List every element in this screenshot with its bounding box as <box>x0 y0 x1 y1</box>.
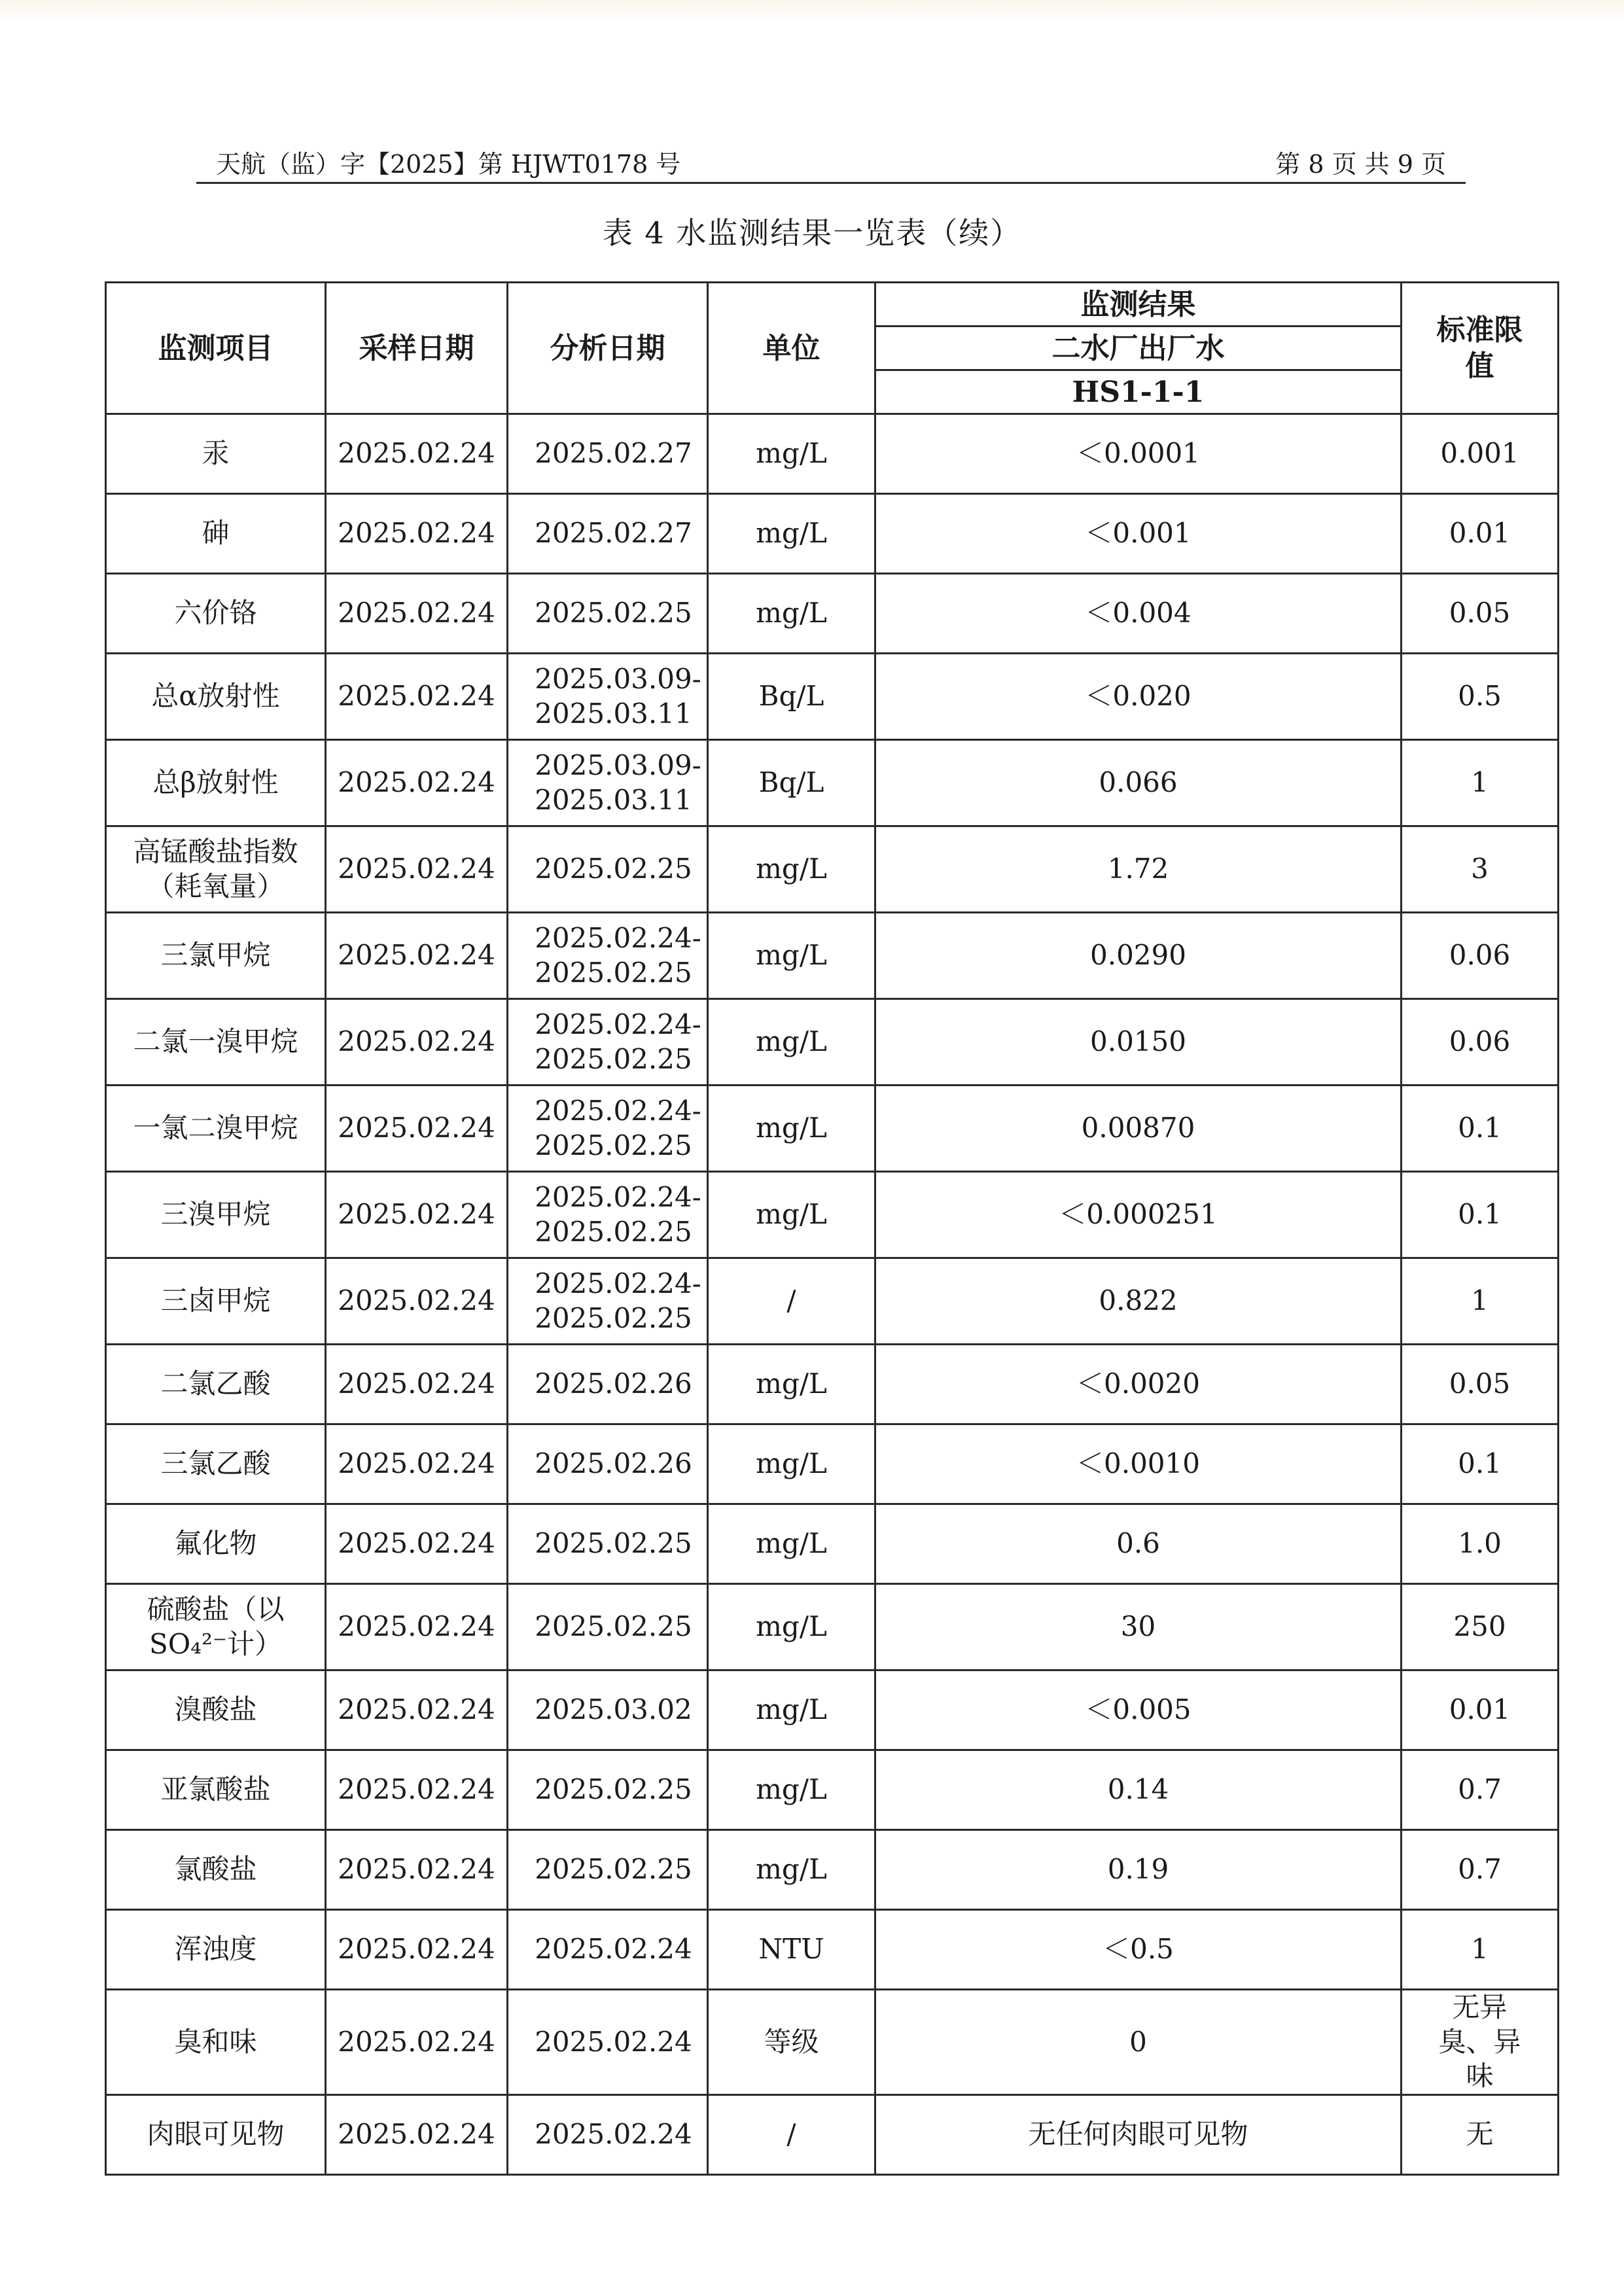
cell-item <box>106 913 326 999</box>
cell-limit-text: 250 <box>1453 1610 1506 1643</box>
cell-item-text: 氟化物 <box>174 1527 257 1560</box>
cell-result <box>875 1670 1402 1750</box>
cell-sample-date-text: 2025.02.24 <box>338 437 495 470</box>
cell-sample-date <box>326 414 508 494</box>
cell-limit <box>1402 1910 1559 1990</box>
cell-result <box>875 1750 1402 1830</box>
cell-unit <box>708 1172 875 1258</box>
cell-item-text: 砷 <box>202 517 230 550</box>
cell-unit <box>708 1670 875 1750</box>
cell-item <box>106 1504 326 1584</box>
cell-result-text: ＜0.000251 <box>1059 1198 1218 1231</box>
cell-limit <box>1402 1990 1559 2095</box>
cell-analysis-date <box>508 1345 708 1424</box>
cell-sample-date <box>326 2094 508 2174</box>
cell-sample-date-text: 2025.02.24 <box>338 766 495 799</box>
cell-item <box>106 1345 326 1424</box>
cell-result-text: 30 <box>1120 1610 1156 1643</box>
cell-analysis-date-text: 2025.02.25 <box>535 853 692 885</box>
page-header <box>196 139 1466 184</box>
table-row <box>106 826 1559 913</box>
cell-sample-date <box>326 740 508 826</box>
cell-item-text: 二氯乙酸 <box>160 1368 271 1400</box>
cell-analysis-date-text: 2025.03.02 <box>535 1693 692 1726</box>
cell-limit-text: 0.01 <box>1449 1693 1511 1726</box>
cell-sample-date-text: 2025.02.24 <box>338 1610 495 1643</box>
cell-limit-text: 0.1 <box>1458 1198 1502 1231</box>
table-row <box>106 1750 1559 1830</box>
cell-result-text: 0.19 <box>1107 1853 1169 1886</box>
cell-sample-date <box>326 999 508 1086</box>
cell-result-text: ＜0.0020 <box>1076 1368 1200 1400</box>
cell-unit <box>708 1830 875 1910</box>
cell-analysis-date <box>508 654 708 740</box>
cell-unit-text: mg/L <box>756 1527 827 1560</box>
cell-analysis-date <box>508 740 708 826</box>
cell-sample-date-text: 2025.02.24 <box>338 1693 495 1726</box>
cell-sample-date <box>326 654 508 740</box>
cell-result-text: 无任何肉眼可见物 <box>1028 2117 1248 2150</box>
cell-sample-date-text: 2025.02.24 <box>338 1447 495 1480</box>
cell-analysis-date-text: 2025.02.26 <box>535 1368 692 1400</box>
cell-unit-text: Bq/L <box>758 766 824 799</box>
cell-item-text: 三溴甲烷 <box>160 1198 271 1231</box>
cell-unit-text: mg/L <box>756 1368 827 1400</box>
cell-result-text: ＜0.004 <box>1085 597 1192 629</box>
cell-sample-date-text: 2025.02.24 <box>338 1368 495 1400</box>
cell-result-text: 0 <box>1129 2025 1147 2058</box>
cell-analysis-date-text: 2025.03.09-2025.03.11 <box>535 749 701 816</box>
cell-item-text: 一氯二溴甲烷 <box>133 1112 298 1144</box>
table-row <box>106 999 1559 1086</box>
cell-result-text: 0.822 <box>1099 1284 1178 1317</box>
cell-analysis-date <box>508 1258 708 1345</box>
cell-analysis-date-text: 2025.02.25 <box>535 1527 692 1560</box>
cell-limit-text: 1 <box>1471 766 1489 799</box>
cell-item <box>106 826 326 913</box>
cell-result-text: ＜0.020 <box>1085 680 1192 713</box>
cell-limit <box>1402 1584 1559 1670</box>
cell-unit <box>708 1584 875 1670</box>
cell-unit <box>708 574 875 654</box>
table-row <box>106 654 1559 740</box>
cell-item <box>106 2094 326 2174</box>
cell-item <box>106 740 326 826</box>
table-row <box>106 2094 1559 2174</box>
cell-item-text: 氯酸盐 <box>174 1853 257 1886</box>
cell-limit-text: 0.001 <box>1440 437 1519 470</box>
cell-analysis-date-text: 2025.02.24-2025.02.25 <box>535 1008 701 1075</box>
cell-analysis-date <box>508 1086 708 1172</box>
cell-sample-date-text: 2025.02.24 <box>338 1853 495 1886</box>
cell-analysis-date <box>508 494 708 574</box>
cell-unit <box>708 1910 875 1990</box>
cell-analysis-date-text: 2025.02.24-2025.02.25 <box>535 922 701 989</box>
cell-limit <box>1402 1258 1559 1345</box>
cell-unit <box>708 999 875 1086</box>
header-result: 监测结果 <box>875 283 1402 327</box>
cell-limit-text: 0.1 <box>1458 1447 1502 1480</box>
cell-limit <box>1402 826 1559 913</box>
cell-unit-text: mg/L <box>756 597 827 629</box>
table-body <box>106 414 1559 2175</box>
cell-sample-date-text: 2025.02.24 <box>338 1773 495 1806</box>
table-row <box>106 414 1559 494</box>
cell-limit <box>1402 740 1559 826</box>
cell-sample-date <box>326 826 508 913</box>
cell-result-text: ＜0.5 <box>1103 1933 1174 1966</box>
cell-analysis-date-text: 2025.02.24-2025.02.25 <box>535 1095 701 1161</box>
cell-sample-date-text: 2025.02.24 <box>338 517 495 550</box>
cell-sample-date-text: 2025.02.24 <box>338 1112 495 1144</box>
cell-limit <box>1402 1504 1559 1584</box>
cell-unit <box>708 1990 875 2095</box>
cell-unit <box>708 2094 875 2174</box>
cell-item <box>106 1750 326 1830</box>
cell-sample-date-text: 2025.02.24 <box>338 680 495 713</box>
cell-result <box>875 414 1402 494</box>
cell-result <box>875 1086 1402 1172</box>
cell-item-text: 硫酸盐（以SO₄²⁻计） <box>147 1593 285 1660</box>
cell-sample-date-text: 2025.02.24 <box>338 939 495 972</box>
table-row <box>106 1172 1559 1258</box>
cell-item <box>106 999 326 1086</box>
cell-item-text: 三氯甲烷 <box>160 939 271 972</box>
header-site: 二水厂出厂水 <box>875 327 1402 370</box>
page-number: 第 8 页 共 9 页 <box>1275 150 1446 179</box>
cell-analysis-date <box>508 1990 708 2095</box>
cell-analysis-date-text: 2025.02.25 <box>535 1610 692 1643</box>
cell-sample-date-text: 2025.02.24 <box>338 1025 495 1058</box>
header-analysis-date: 分析日期 <box>508 283 708 414</box>
cell-unit-text: mg/L <box>756 1198 827 1231</box>
cell-limit <box>1402 913 1559 999</box>
cell-sample-date-text: 2025.02.24 <box>338 2117 495 2150</box>
table-row <box>106 1086 1559 1172</box>
cell-item-text: 浑浊度 <box>174 1933 257 1966</box>
cell-limit-text: 无异臭、异味 <box>1438 1991 1521 2092</box>
header-limit <box>1402 283 1559 414</box>
cell-unit <box>708 826 875 913</box>
cell-sample-date <box>326 1990 508 2095</box>
cell-unit-text: mg/L <box>756 853 827 885</box>
cell-unit <box>708 740 875 826</box>
cell-sample-date-text: 2025.02.24 <box>338 1933 495 1966</box>
cell-sample-date <box>326 1584 508 1670</box>
cell-item <box>106 1258 326 1345</box>
cell-limit <box>1402 1830 1559 1910</box>
cell-analysis-date <box>508 1584 708 1670</box>
cell-analysis-date <box>508 999 708 1086</box>
cell-sample-date <box>326 494 508 574</box>
cell-item <box>106 1830 326 1910</box>
cell-unit <box>708 1086 875 1172</box>
cell-result <box>875 1345 1402 1424</box>
cell-sample-date <box>326 1345 508 1424</box>
table-row <box>106 494 1559 574</box>
cell-analysis-date-text: 2025.03.09-2025.03.11 <box>535 663 701 730</box>
cell-unit-text: mg/L <box>756 1773 827 1806</box>
cell-item <box>106 1670 326 1750</box>
cell-result <box>875 740 1402 826</box>
cell-result-text: 0.00870 <box>1081 1112 1195 1144</box>
table-row <box>106 1345 1559 1424</box>
cell-limit-text: 3 <box>1471 853 1489 885</box>
page-top-tint <box>0 0 1624 24</box>
cell-result <box>875 494 1402 574</box>
header-limit-text: 标准限值 <box>1436 313 1523 383</box>
table-row <box>106 1584 1559 1670</box>
cell-unit-text: mg/L <box>756 1112 827 1144</box>
cell-result <box>875 2094 1402 2174</box>
cell-analysis-date <box>508 1750 708 1830</box>
cell-limit-text: 无 <box>1466 2117 1494 2150</box>
cell-result-text: 0.0150 <box>1090 1025 1186 1058</box>
cell-limit-text: 0.06 <box>1449 939 1511 972</box>
cell-result-text: 0.0290 <box>1090 939 1186 972</box>
cell-item <box>106 1990 326 2095</box>
cell-analysis-date <box>508 2094 708 2174</box>
cell-unit-text: mg/L <box>756 1610 827 1643</box>
cell-result <box>875 574 1402 654</box>
monitoring-results-table <box>105 281 1559 2176</box>
table-title: 表 4 水监测结果一览表（续） <box>602 215 1022 251</box>
cell-analysis-date-text: 2025.02.25 <box>535 1773 692 1806</box>
cell-item-text: 三卤甲烷 <box>160 1284 271 1317</box>
cell-limit <box>1402 1345 1559 1424</box>
cell-item <box>106 654 326 740</box>
cell-unit-text: mg/L <box>756 939 827 972</box>
cell-result-text: ＜0.0010 <box>1076 1447 1200 1480</box>
cell-item <box>106 1086 326 1172</box>
cell-sample-date <box>326 574 508 654</box>
cell-item <box>106 414 326 494</box>
cell-sample-date <box>326 1172 508 1258</box>
cell-result <box>875 1504 1402 1584</box>
cell-unit <box>708 654 875 740</box>
cell-result <box>875 1424 1402 1504</box>
cell-limit <box>1402 1750 1559 1830</box>
cell-limit-text: 0.05 <box>1449 597 1511 629</box>
cell-limit <box>1402 654 1559 740</box>
cell-analysis-date-text: 2025.02.27 <box>535 517 692 550</box>
cell-sample-date <box>326 1670 508 1750</box>
cell-analysis-date-text: 2025.02.24-2025.02.25 <box>535 1181 701 1248</box>
cell-item <box>106 1584 326 1670</box>
cell-analysis-date-text: 2025.02.24 <box>535 2117 692 2150</box>
cell-item <box>106 494 326 574</box>
header-unit: 单位 <box>708 283 875 414</box>
cell-limit-text: 1.0 <box>1458 1527 1502 1560</box>
cell-analysis-date-text: 2025.02.26 <box>535 1447 692 1480</box>
cell-limit <box>1402 999 1559 1086</box>
cell-unit-text: / <box>786 2117 796 2150</box>
cell-unit-text: mg/L <box>756 517 827 550</box>
cell-result <box>875 654 1402 740</box>
cell-unit <box>708 1504 875 1584</box>
cell-unit-text: NTU <box>758 1933 824 1966</box>
cell-analysis-date-text: 2025.02.25 <box>535 597 692 629</box>
cell-unit <box>708 1345 875 1424</box>
cell-item-text: 三氯乙酸 <box>160 1447 271 1480</box>
cell-sample-date <box>326 1086 508 1172</box>
cell-analysis-date <box>508 1830 708 1910</box>
cell-item-text: 臭和味 <box>174 2025 257 2058</box>
cell-result-text: ＜0.005 <box>1085 1693 1192 1726</box>
cell-result <box>875 826 1402 913</box>
cell-sample-date <box>326 1258 508 1345</box>
cell-unit <box>708 414 875 494</box>
table-row <box>106 1670 1559 1750</box>
cell-unit <box>708 494 875 574</box>
cell-limit-text: 1 <box>1471 1933 1489 1966</box>
cell-unit-text: mg/L <box>756 437 827 470</box>
cell-result <box>875 1584 1402 1670</box>
table-row <box>106 574 1559 654</box>
cell-unit-text: mg/L <box>756 1025 827 1058</box>
header-site-code: HS1-1-1 <box>875 370 1402 414</box>
cell-sample-date <box>326 1424 508 1504</box>
table-row <box>106 1424 1559 1504</box>
cell-result-text: ＜0.0001 <box>1076 437 1200 470</box>
cell-item-text: 六价铬 <box>174 597 257 629</box>
cell-analysis-date <box>508 1910 708 1990</box>
cell-limit-text: 1 <box>1471 1284 1489 1317</box>
cell-analysis-date-text: 2025.02.25 <box>535 1853 692 1886</box>
cell-result <box>875 1990 1402 2095</box>
cell-limit-text: 0.06 <box>1449 1025 1511 1058</box>
cell-analysis-date <box>508 1172 708 1258</box>
cell-result <box>875 1910 1402 1990</box>
cell-result <box>875 913 1402 999</box>
cell-limit <box>1402 494 1559 574</box>
table-row <box>106 913 1559 999</box>
table-row <box>106 1830 1559 1910</box>
cell-unit <box>708 1424 875 1504</box>
cell-item-text: 总β放射性 <box>152 766 279 799</box>
cell-item-text: 汞 <box>202 437 230 470</box>
cell-analysis-date <box>508 1424 708 1504</box>
cell-unit-text: mg/L <box>756 1693 827 1726</box>
table-row <box>106 1990 1559 2095</box>
cell-sample-date <box>326 1750 508 1830</box>
cell-unit-text: mg/L <box>756 1447 827 1480</box>
cell-sample-date-text: 2025.02.24 <box>338 2025 495 2058</box>
cell-limit <box>1402 1172 1559 1258</box>
cell-item <box>106 574 326 654</box>
table-row <box>106 1504 1559 1584</box>
cell-analysis-date <box>508 574 708 654</box>
cell-result-text: 0.066 <box>1099 766 1178 799</box>
cell-unit-text: / <box>786 1284 796 1317</box>
cell-item-text: 高锰酸盐指数（耗氧量） <box>133 836 298 902</box>
cell-limit <box>1402 2094 1559 2174</box>
table-row <box>106 740 1559 826</box>
cell-limit-text: 0.5 <box>1458 680 1502 713</box>
cell-result-text: 0.14 <box>1107 1773 1169 1806</box>
document-number: 天航（监）字【2025】第 HJWT0178 号 <box>216 150 681 179</box>
table-row <box>106 1258 1559 1345</box>
cell-result <box>875 999 1402 1086</box>
cell-analysis-date-text: 2025.02.24 <box>535 2025 692 2058</box>
cell-limit-text: 0.01 <box>1449 517 1511 550</box>
cell-sample-date-text: 2025.02.24 <box>338 597 495 629</box>
cell-analysis-date <box>508 826 708 913</box>
header-sample-date: 采样日期 <box>326 283 508 414</box>
cell-sample-date <box>326 913 508 999</box>
cell-limit <box>1402 1670 1559 1750</box>
header-item: 监测项目 <box>106 283 326 414</box>
cell-item-text: 肉眼可见物 <box>147 2117 285 2150</box>
cell-analysis-date <box>508 913 708 999</box>
cell-sample-date-text: 2025.02.24 <box>338 1284 495 1317</box>
cell-unit <box>708 1258 875 1345</box>
cell-item <box>106 1910 326 1990</box>
cell-item-text: 溴酸盐 <box>174 1693 257 1726</box>
cell-unit-text: Bq/L <box>758 680 824 713</box>
cell-item-text: 二氯一溴甲烷 <box>133 1025 298 1058</box>
cell-unit-text: 等级 <box>764 2025 819 2058</box>
table-header <box>106 283 1559 414</box>
cell-sample-date <box>326 1830 508 1910</box>
cell-unit <box>708 913 875 999</box>
cell-item <box>106 1172 326 1258</box>
cell-limit-text: 0.1 <box>1458 1112 1502 1144</box>
cell-result-text: 1.72 <box>1107 853 1169 885</box>
cell-analysis-date <box>508 1504 708 1584</box>
cell-sample-date <box>326 1910 508 1990</box>
cell-limit-text: 0.7 <box>1458 1853 1502 1886</box>
cell-limit-text: 0.05 <box>1449 1368 1511 1400</box>
cell-item <box>106 1424 326 1504</box>
cell-unit-text: mg/L <box>756 1853 827 1886</box>
table-row <box>106 1910 1559 1990</box>
cell-result-text: 0.6 <box>1116 1527 1160 1560</box>
cell-sample-date-text: 2025.02.24 <box>338 1527 495 1560</box>
cell-analysis-date <box>508 1670 708 1750</box>
cell-analysis-date <box>508 414 708 494</box>
cell-item-text: 总α放射性 <box>151 680 280 713</box>
cell-limit <box>1402 1086 1559 1172</box>
cell-limit <box>1402 1424 1559 1504</box>
cell-sample-date <box>326 1504 508 1584</box>
cell-analysis-date-text: 2025.02.27 <box>535 437 692 470</box>
cell-result-text: ＜0.001 <box>1085 517 1192 550</box>
cell-unit <box>708 1750 875 1830</box>
cell-item-text: 亚氯酸盐 <box>160 1773 271 1806</box>
cell-sample-date-text: 2025.02.24 <box>338 853 495 885</box>
cell-limit <box>1402 574 1559 654</box>
cell-analysis-date-text: 2025.02.24 <box>535 1933 692 1966</box>
cell-limit <box>1402 414 1559 494</box>
cell-result <box>875 1258 1402 1345</box>
cell-result <box>875 1172 1402 1258</box>
cell-result <box>875 1830 1402 1910</box>
cell-analysis-date-text: 2025.02.24-2025.02.25 <box>535 1267 701 1334</box>
cell-sample-date-text: 2025.02.24 <box>338 1198 495 1231</box>
cell-limit-text: 0.7 <box>1458 1773 1502 1806</box>
